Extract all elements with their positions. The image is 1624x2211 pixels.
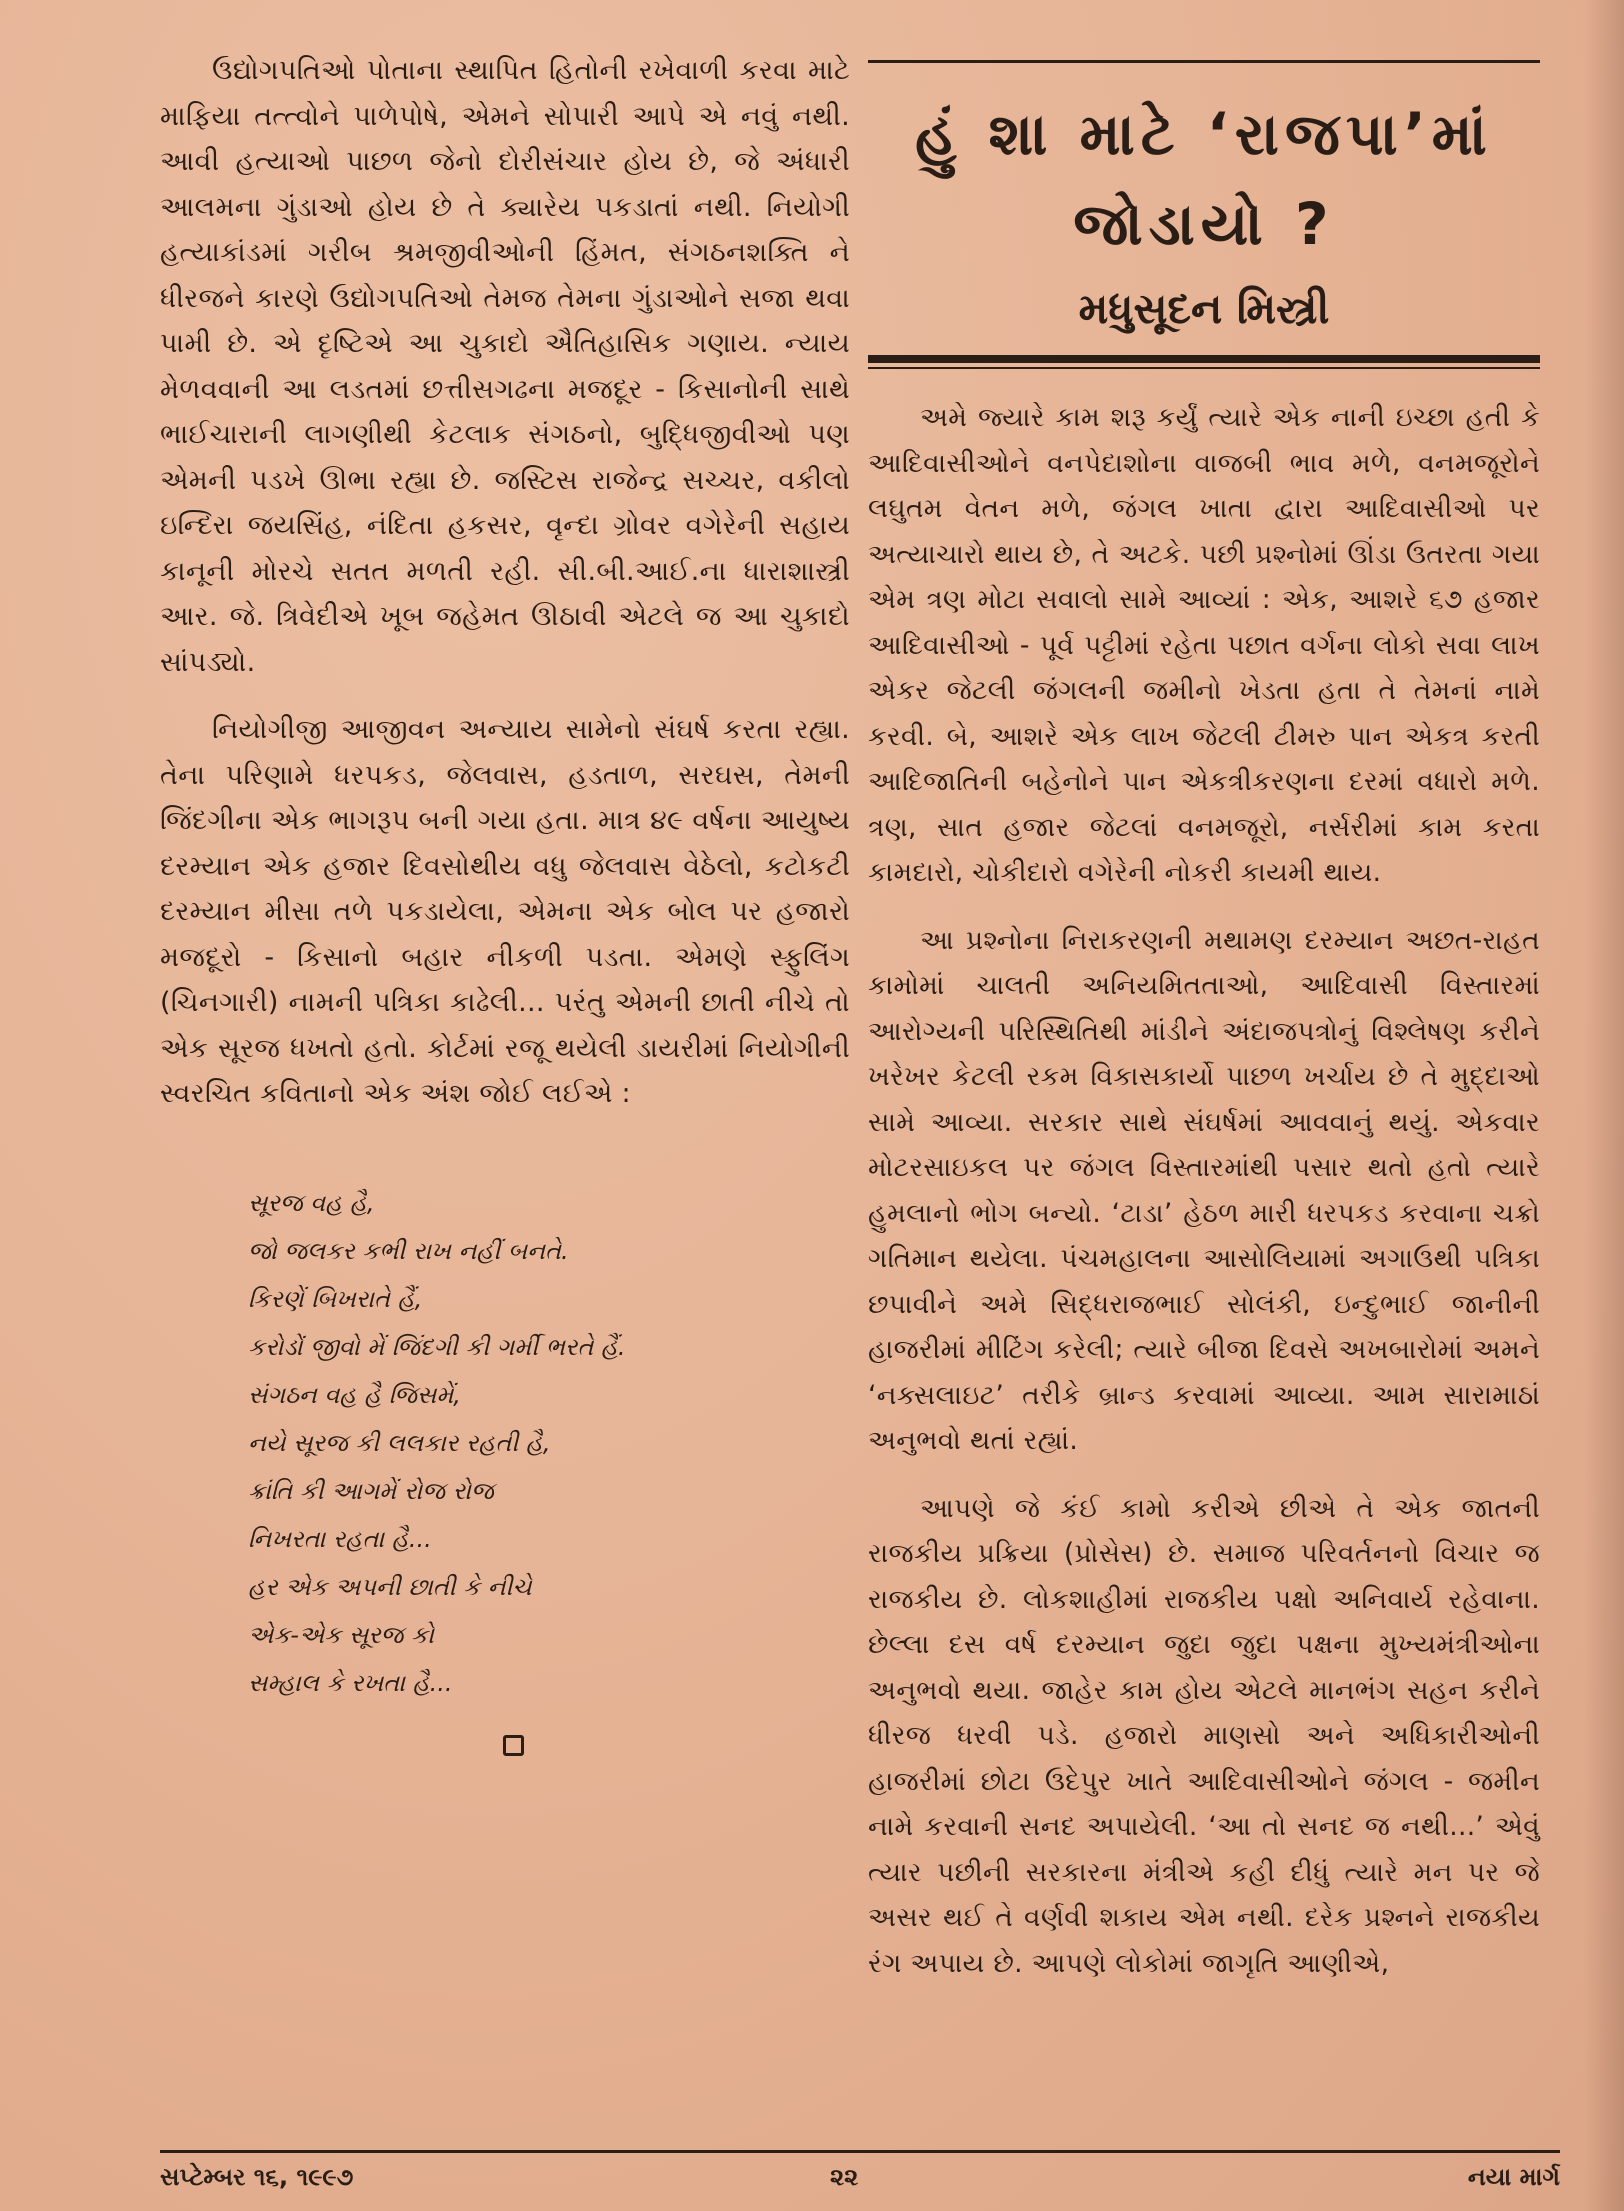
poem-line: કરોડોં જીવો મેં જિંદગી કી ગર્મી ભરતે હૈં. <box>248 1332 626 1361</box>
page-footer <box>160 2150 1560 2201</box>
article-title: હું શા માટે ‘રાજપા’માં જોડાયો ? <box>915 100 1493 258</box>
footer-magazine-name: નયા માર્ગ <box>1467 2163 1560 2191</box>
poem-line: સૂરજ વહ હૈ, <box>248 1188 375 1217</box>
poem-excerpt <box>248 1179 850 1707</box>
footer-date: સપ્ટેમ્બર ૧૬, ૧૯૯૭ <box>160 2163 354 2191</box>
right-paragraph-3: આપણે જે કંઈ કામો કરીએ છીએ તે એક જાતની રાજકીય પ્રક્રિયા (પ્રોસેસ) છે. સમાજ પરિવર્તનનો વિચાર જ રાજકીય છે. લોકશાહીમાં રાજકીય પક્ષો અનિવાર્ય રહેવાના. છેલ્લા દસ વર્ષ દરમ્યાન જુદા જુદા પક્ષના મુખ્યમંત્રીઓના અનુભવો થયા. જાહેર કામ હોય એટલે માનભંગ સહન કરીને ધીરજ ધરવી પડે. હજારો માણસો અને અધિકારીઓની હાજરીમાં છોટા ઉદેપુર ખાતે આદિવાસીઓને જંગલ - જમીન નામે કરવાની સનદ અપાયેલી. ‘આ તો સનદ જ નથી...’ એવું ત્યાર પછીની સરકારના મંત્રીએ કહી દીધું ત્યારે મન પર જે અસર થઈ તે વર્ણવી શકાય એમ નથી. દરેક પ્રશ્નને રાજકીય રંગ અપાય છે. આપણે લોકોમાં જાગૃતિ આણીએ, <box>868 1492 1540 1979</box>
footer-page-number: ૨૨ <box>830 2163 859 2191</box>
left-paragraph-2: નિયોગીજી આજીવન અન્યાય સામેનો સંઘર્ષ કરતા રહ્યા. તેના પરિણામે ધરપકડ, જેલવાસ, હડતાળ, સરઘસ, તેમની જિંદગીના એક ભાગરૂપ બની ગયા હતા. માત્ર ૪૯ વર્ષના આયુષ્ય દરમ્યાન એક હજાર દિવસોથીય વધુ જેલવાસ વેઠેલો, કટોકટી દરમ્યાન મીસા તળે પકડાયેલા, એમના એક બોલ પર હજારો મજદૂરો - કિસાનો બહાર નીકળી પડતા. એમણે સ્ફુલિંગ (ચિનગારી) નામની પત્રિકા કાઢેલી... પરંતુ એમની છાતી નીચે તો એક સૂરજ ધખતો હતો. કોર્ટમાં રજૂ થયેલી ડાયરીમાં નિયોગીની સ્વરચિત કવિતાનો એક અંશ જોઈ લઈએ : <box>160 714 850 1109</box>
article-author: મધુસૂદન મિસ્ત્રી <box>1078 284 1330 333</box>
right-column <box>868 48 1540 1986</box>
right-body <box>868 395 1540 1986</box>
title-bottom-rule-thin <box>868 367 1540 369</box>
end-of-article-square-icon <box>503 1735 524 1756</box>
right-paragraph-2: આ પ્રશ્નોના નિરાકરણની મથામણ દરમ્યાન અછત-રાહત કામોમાં ચાલતી અનિયમિતતાઓ, આદિવાસી વિસ્તારમાં આરોગ્યની પરિસ્થિતિથી માંડીને અંદાજપત્રોનું વિશ્લેષણ કરીને ખરેખર કેટલી રકમ વિકાસકાર્યો પાછળ ખર્ચાય છે તે મુદ્દાઓ સામે આવ્યા. સરકાર સાથે સંઘર્ષમાં આવવાનું થયું. એકવાર મોટરસાઇકલ પર જંગલ વિસ્તારમાંથી પસાર થતો હતો ત્યારે હુમલાનો ભોગ બન્યો. ‘ટાડા’ હેઠળ મારી ધરપકડ કરવાના ચક્રો ગતિમાન થયેલા. પંચમહાલના આસોલિયામાં અગાઉથી પત્રિકા છપાવીને અમે સિદ્ધરાજભાઈ સોલંકી, ઇન્દુભાઈ જાનીની હાજરીમાં મીટિંગ કરેલી; ત્યારે બીજા દિવસે અખબારોમાં અમને ‘નક્સલાઇટ’ તરીકે બ્રાન્ડ કરવામાં આવ્યા. આમ સારામાઠાં અનુભવો થતાં રહ્યાં. <box>868 924 1540 1456</box>
poem-line: ક્રાંતિ કી આગમેં રોજ રોજ <box>248 1476 494 1505</box>
poem-line: સંગઠન વહ હૈ જિસમેં, <box>248 1380 461 1409</box>
page-edge-shadow <box>1584 0 1624 2211</box>
poem-line: નિખરતા રહતા હૈ... <box>248 1524 432 1553</box>
right-paragraph-1: અમે જ્યારે કામ શરૂ કર્યું ત્યારે એક નાની ઇચ્છા હતી કે આદિવાસીઓને વનપેદાશોના વાજબી ભાવ મળે, વનમજૂરોને લઘુતમ વેતન મળે, જંગલ ખાતા દ્વારા આદિવાસીઓ પર અત્યાચારો થાય છે, તે અટકે. પછી પ્રશ્નોમાં ઊંડા ઉતરતા ગયા એમ ત્રણ મોટા સવાલો સામે આવ્યાં : એક, આશરે ૬૭ હજાર આદિવાસીઓ - પૂર્વ પટ્ટીમાં રહેતા પછાત વર્ગના લોકો સવા લાખ એકર જેટલી જંગલની જમીનો ખેડતા હતા તે તેમનાં નામે કરવી. બે, આશરે એક લાખ જેટલી ટીમરુ પાન એકત્ર કરતી આદિજાતિની બહેનોને પાન એકત્રીકરણના દરમાં વધારો મળે. ત્રણ, સાત હજાર જેટલાં વનમજૂરો, નર્સરીમાં કામ કરતા કામદારો, ચોકીદારો વગેરેની નોકરી કાયમી થાય. <box>868 402 1540 888</box>
left-paragraph-1: ઉદ્યોગપતિઓ પોતાના સ્થાપિત હિતોની રખેવાળી કરવા માટે માફિયા તત્ત્વોને પાળેપોષે, એમને સોપારી આપે એ નવું નથી. આવી હત્યાઓ પાછળ જેનો દોરીસંચાર હોય છે, જે અંધારી આલમના ગુંડાઓ હોય છે તે ક્યારેય પકડાતાં નથી. નિયોગી હત્યાકાંડમાં ગરીબ શ્રમજીવીઓની હિંમત, સંગઠનશક્તિ ને ધીરજને કારણે ઉદ્યોગપતિઓ તેમજ તેમના ગુંડાઓને સજા થવા પામી છે. એ દૃષ્ટિએ આ ચુકાદો ઐતિહાસિક ગણાય. ન્યાય મેળવવાની આ લડતમાં છત્તીસગઢના મજદૂર - કિસાનોની સાથે ભાઈચારાની લાગણીથી કેટલાક સંગઠનો, બુદ્ધિજીવીઓ પણ એમની પડખે ઊભા રહ્યા છે. જસ્ટિસ રાજેન્દ્ર સચ્ચર, વકીલો ઇન્દિરા જયસિંહ, નંદિતા હકસર, વૃન્દા ગ્રોવર વગેરેની સહાય કાનૂની મોરચે સતત મળતી રહી. સી.બી.આઈ.ના ધારાશાસ્ત્રી આર. જે. ત્રિવેદીએ ખૂબ જહેમત ઊઠાવી એટલે જ આ ચુકાદો સાંપડ્યો. <box>160 55 850 678</box>
poem-line: સમ્હાલ કે રખતા હૈ... <box>248 1668 453 1697</box>
poem-line: હર એક અપની છાતી કે નીચે <box>248 1572 532 1601</box>
left-column <box>160 48 850 1756</box>
poem-line: કિરણેં બિખરાતે હૈં, <box>248 1284 423 1313</box>
poem-line: એક-એક સૂરજ કો <box>248 1620 434 1649</box>
title-top-rule <box>868 60 1540 63</box>
poem-line: નયે સૂરજ કી લલકાર રહતી હૈ, <box>248 1428 551 1457</box>
poem-line: જો જલકર કભી રાખ નહીં બનતે. <box>248 1236 569 1265</box>
title-bottom-rule <box>868 355 1540 363</box>
